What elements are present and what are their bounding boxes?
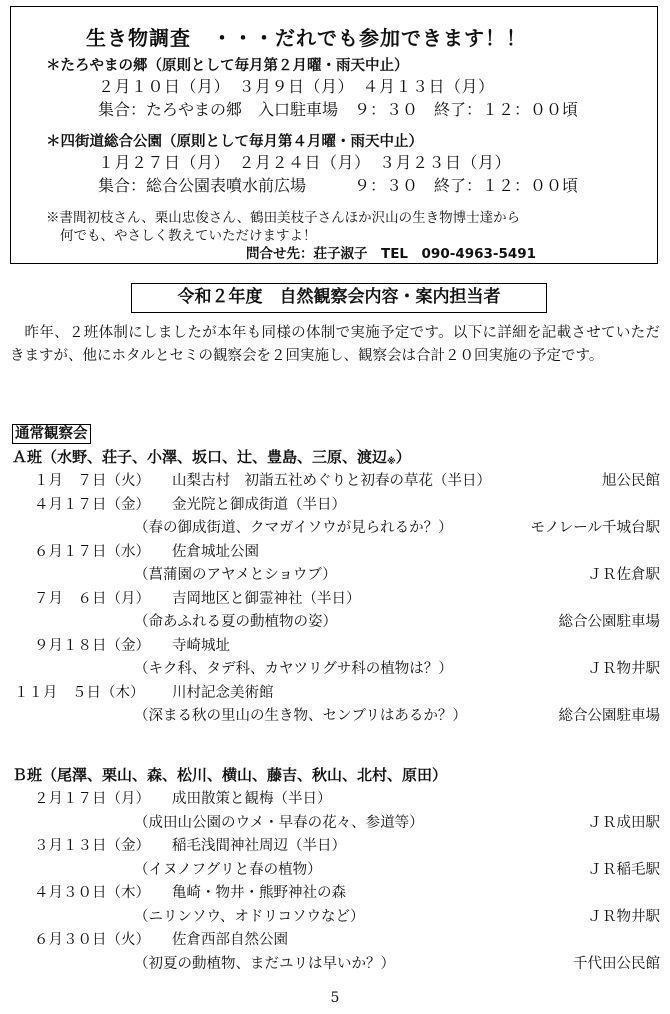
group-a-schedule-row xyxy=(0,587,660,609)
group-b-schedule-row xyxy=(0,905,660,927)
regular-sessions-label: 通常観察会 xyxy=(12,424,91,444)
event-title: 亀崎・物井・熊野神社の森 xyxy=(172,885,346,901)
group-b-schedule-row xyxy=(0,811,660,833)
meeting-place: ＪＲ物井駅 xyxy=(587,908,660,925)
meeting-place: 千代田公民館 xyxy=(573,955,660,972)
helper-note: ※書間初枝さん、栗山忠俊さん、鶴田美枝子さんほか沢山の生き物博士達から xyxy=(46,210,521,226)
meeting-place: ＪＲ稲毛駅 xyxy=(587,861,660,878)
event-description: （キク科、タデ科、カヤツリグサ科の植物は？） xyxy=(134,661,453,677)
venue2-meeting: 集合：総合公園表噴水前広場 ９：３０ 終了：１２：００頃 xyxy=(98,176,579,195)
event-title: 吉岡地区と御霊神社（半日） xyxy=(172,590,361,607)
venue1-meeting: 集合：たろやまの郷 入口駐車場 ９：３０ 終了：１２：００頃 xyxy=(98,100,579,119)
meeting-place: ＪＲ佐倉駅 xyxy=(587,567,660,583)
intro-paragraph: 昨年、２班体制にしましたが本年も同様の体制で実施予定です。以下に詳細を記載させていただきますが、他にホタルとセミの観察会を２回実施し、観察会は合計２０回実施の予定です。 xyxy=(10,325,660,364)
event-description: （命あふれる夏の動植物の姿） xyxy=(134,614,337,630)
event-description: （ニリンソウ、オドリコソウなど） xyxy=(134,908,365,925)
group-a-schedule-row xyxy=(0,610,660,632)
group-a-mark: ※ xyxy=(387,457,396,467)
meeting-place: ＪＲ物井駅 xyxy=(587,661,660,677)
page-number: 5 xyxy=(330,990,340,1006)
event-date: ３月１３日（金） xyxy=(34,838,150,854)
event-description: （菖蒲園のアヤメとショウブ） xyxy=(134,567,337,583)
group-a-schedule-row xyxy=(0,657,660,679)
event-description: （初夏の動植物、まだユリは早いか？） xyxy=(134,955,395,972)
group-a-schedule-row xyxy=(0,563,660,585)
group-b-schedule-row xyxy=(0,834,660,856)
meeting-place: ＪＲ成田駅 xyxy=(587,814,660,831)
notice-title: 生き物調査 ・・・だれでも参加できます！！ xyxy=(86,26,527,50)
event-description: （春の御成街道、クマガイソウが見られるか？） xyxy=(134,520,453,536)
group-b-schedule-row xyxy=(0,881,660,903)
event-title: 成田散策と観梅（半日） xyxy=(172,791,332,807)
group-b-schedule-row xyxy=(0,858,660,880)
event-date: １１月 ５日（木） xyxy=(14,684,145,701)
event-date: ６月３０日（火） xyxy=(34,932,150,948)
helper-note-2: 何でも、やさしく教えていただけますよ！ xyxy=(60,228,317,244)
event-date: ４月３０日（木） xyxy=(34,885,150,901)
group-a-schedule-row xyxy=(0,469,660,491)
group-a-schedule-row xyxy=(0,516,660,538)
event-description: （深まる秋の里山の生き物、センブリはあるか？） xyxy=(134,708,467,724)
meeting-place: 総合公園駐車場 xyxy=(558,708,660,724)
group-b-schedule-row xyxy=(0,952,660,974)
venue1-dates: ２月１０日（月） ３月９日（月） ４月１３日（月） xyxy=(98,77,495,96)
section-heading: 令和２年度 自然観察会内容・案内担当者 xyxy=(131,283,547,313)
venue2-dates: １月２７日（月） ２月２４日（月） ３月２３日（月） xyxy=(98,153,512,172)
group-a-members xyxy=(12,446,411,467)
meeting-place: モノレール千城台駅 xyxy=(530,520,660,536)
group-a-close: ） xyxy=(395,448,411,466)
group-a-members-text: Ａ班（水野、荘子、小澤、坂口、辻、豊島、三原、渡辺 xyxy=(12,448,388,466)
contact-line: 問合せ先：荘子淑子 TEL 090-4963-5491 xyxy=(246,246,537,262)
event-description: （イヌノフグリと春の植物） xyxy=(134,861,322,878)
event-title: 佐倉城址公園 xyxy=(172,543,259,560)
event-date: ４月１７日（金） xyxy=(34,496,150,513)
group-a-schedule-row xyxy=(0,634,660,656)
group-b-schedule-row xyxy=(0,787,660,809)
event-date: ６月１７日（水） xyxy=(34,543,150,560)
event-description: （成田山公園のウメ・早春の花々、参道等） xyxy=(134,814,424,831)
event-date: ７月 ６日（月） xyxy=(34,590,150,607)
group-a-schedule-row xyxy=(0,704,660,726)
event-title: 川村記念美術館 xyxy=(172,684,274,701)
group-a-schedule-row xyxy=(0,540,660,562)
meeting-place: 総合公園駐車場 xyxy=(558,614,660,630)
group-b-members: Ｂ班（尾澤、栗山、森、松川、横山、藤吉、秋山、北村、原田） xyxy=(12,766,448,784)
event-title: 佐倉西部自然公園 xyxy=(172,932,288,948)
group-b-schedule-row xyxy=(0,928,660,950)
event-date: ９月１８日（金） xyxy=(34,637,150,654)
meeting-place: 旭公民館 xyxy=(602,473,660,489)
event-title: 金光院と御成街道（半日） xyxy=(172,496,346,513)
event-title: 寺崎城址 xyxy=(172,637,230,654)
event-date: ２月１７日（月） xyxy=(34,791,150,807)
venue1-header: ＊たろやまの郷（原則として毎月第２月曜・雨天中止） xyxy=(46,58,409,74)
group-a-schedule-row xyxy=(0,493,660,515)
event-date: １月 ７日（火） xyxy=(34,473,150,489)
event-title: 稲毛浅間神社周辺（半日） xyxy=(172,838,346,854)
group-a-schedule-row xyxy=(0,681,660,703)
venue2-header: ＊四街道総合公園（原則として毎月第４月曜・雨天中止） xyxy=(46,134,423,150)
event-title: 山梨古村 初詣五社めぐりと初春の草花（半日） xyxy=(172,473,491,489)
